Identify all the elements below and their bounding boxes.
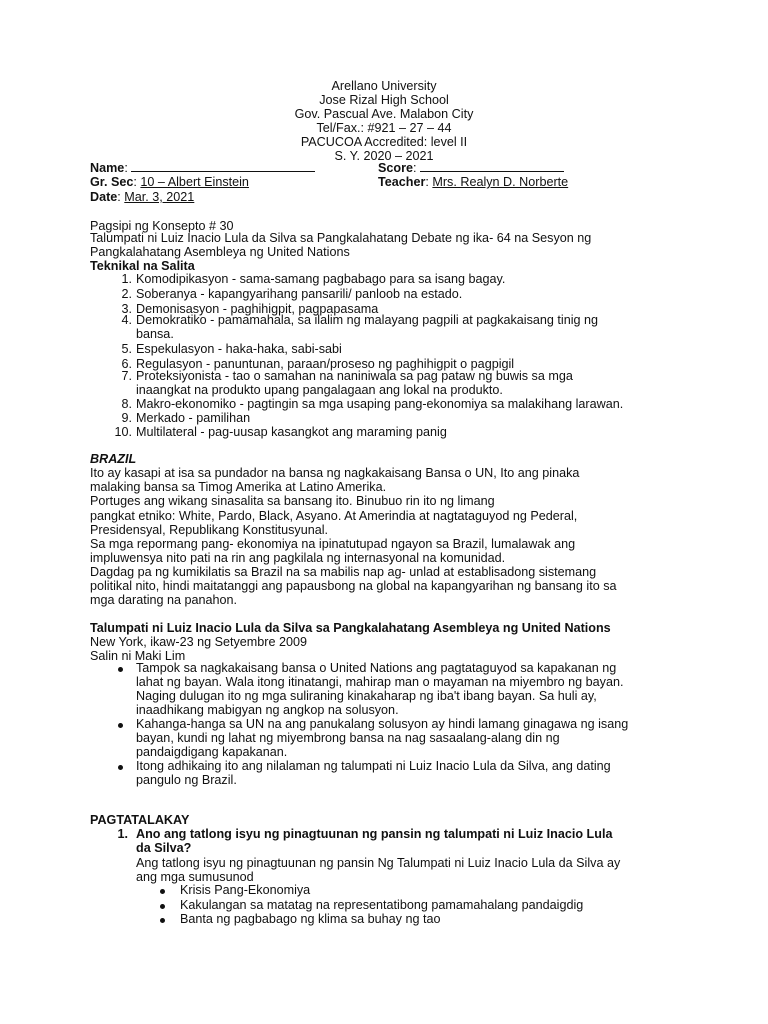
vocab-number: 4. [121, 313, 132, 327]
school-address: Gov. Pascual Ave. Malabon City [294, 107, 474, 121]
vocab-item-cont: inaangkat na produkto upang pangalagaan ang lokal na produkto. [136, 383, 503, 397]
grsec-field: Gr. Sec: 10 – Albert Einstein [90, 175, 249, 189]
vocab-item: Regulasyon - panuntunan, paraan/proseso ng paghihigpit o pagpigil [136, 357, 515, 371]
answer-line: Ang tatlong isyu ng pinagtuunan ng pansin Ng Talumpati ni Luiz Inacio Lula da Silva ay [136, 856, 621, 870]
vocab-item: Proteksiyonista - tao o samahan na naniniwala sa pag pataw ng buwis sa mga [136, 369, 573, 383]
speech-bullet-line: pandaigdigang kapakanan. [136, 745, 288, 759]
vocab-item: Soberanya - kapangyarihang pansarili/ panloob na estado. [136, 287, 463, 301]
brazil-text-line: Ito ay kasapi at isa sa pundador na bansa ng nagkakaisang Bansa o UN, Ito ang pinaka [90, 466, 580, 480]
vocab-item: Demokratiko - pamamahala, sa ilalim ng malayang pagpili at pagkakaisang tinig ng [136, 313, 599, 327]
brazil-text-line: impluwensya nito pati na rin ang pagkilala ng internasyonal na komunidad. [90, 551, 506, 565]
vocab-number: 1. [121, 272, 132, 286]
name-blank [131, 160, 315, 172]
speech-bullet-line: bayan, kundi ng lahat ng miyembrong bansa na nag sasaalang-alang din ng [136, 731, 560, 745]
brazil-text-line: Presidensyal, Republikang Konstitusyunal. [90, 523, 329, 537]
name-field: Name: [90, 160, 315, 176]
speech-bullet-line: lahat ng bayan. Wala itong itinatangi, mahirap man o mayaman na miyembro ng bayan. [136, 675, 624, 689]
brazil-heading: BRAZIL [90, 452, 137, 466]
brazil-text-line: mga darating na panahon. [90, 593, 238, 607]
answer-bullet: Krisis Pang-Ekonomiya [180, 883, 311, 897]
name-label: Name [90, 161, 125, 175]
vocab-number: 7. [121, 369, 132, 383]
bullet-icon [118, 667, 123, 672]
date-label: Date [90, 190, 118, 204]
brazil-text-line: Sa mga repormang pang- ekonomiya na ipinatutupad ngayon sa Brazil, lumalawak ang [90, 537, 576, 551]
answer-bullet: Banta ng pagbabago ng klima sa buhay ng tao [180, 912, 441, 926]
question-line: da Silva? [136, 841, 192, 855]
vocab-number: 3. [121, 302, 132, 316]
document-title-line1: Talumpati ni Luiz Inacio Lula da Silva sa Pangkalahatang Debate ng ika- 64 na Sesyon ng [90, 231, 592, 245]
school-year: S. Y. 2020 – 2021 [334, 149, 434, 163]
vocab-number: 5. [121, 342, 132, 356]
speech-bullet-line: Naging dulugan ito ng mga suliraning kinakaharap ng iba't ibang bayan. Sa huli ay, [136, 689, 597, 703]
document-title-line2: Pangkalahatang Asembleya ng United Nations [90, 245, 350, 259]
vocab-item: Demonisasyon - paghihigpit, pagpapasama [136, 302, 379, 316]
vocab-item: Komodipikasyon - sama-samang pagbabago para sa isang bagay. [136, 272, 506, 286]
speech-bullet-line: Itong adhikaing ito ang nilalaman ng talumpati ni Luiz Inacio Lula da Silva, ang dating [136, 759, 611, 773]
vocab-item-cont: bansa. [136, 327, 174, 341]
date-value: Mar. 3, 2021 [124, 190, 195, 204]
vocab-item: Multilateral - pag-uusap kasangkot ang maraming panig [136, 425, 447, 439]
bullet-icon [160, 904, 165, 909]
discussion-heading: PAGTATALAKAY [90, 813, 190, 827]
brazil-text-line: malaking bansa sa Timog Amerika at Latino Amerika. [90, 480, 387, 494]
grsec-label: Gr. Sec [90, 175, 134, 189]
vocab-item: Espekulasyon - haka-haka, sabi-sabi [136, 342, 342, 356]
vocab-number: 9. [121, 411, 132, 425]
question-line: Ano ang tatlong isyu ng pinagtuunan ng pansin ng talumpati ni Luiz Inacio Lula [136, 827, 613, 841]
speech-bullet-line: inaadhikang mabigyan ng angkop na solusyon. [136, 703, 399, 717]
speech-heading: Talumpati ni Luiz Inacio Lula da Silva sa Pangkalahatang Asembleya ng United Nations [90, 621, 611, 635]
speech-bullet-line: Tampok sa nagkakaisang bansa o United Nations ang pagtataguyod sa kapakanan ng [136, 661, 617, 675]
brazil-text-line: Portuges ang wikang sinasalita sa bansang ito. Binubuo rin ito ng limang [90, 494, 495, 508]
grsec-value: 10 – Albert Einstein [140, 175, 249, 189]
concept-number: Pagsipi ng Konsepto # 30 [90, 219, 234, 233]
vocab-number: 2. [121, 287, 132, 301]
vocab-item: Merkado - pamilihan [136, 411, 251, 425]
score-blank [420, 160, 564, 172]
teacher-field: Teacher: Mrs. Realyn D. Norberte [378, 175, 569, 189]
school-telfax: Tel/Fax.: #921 – 27 – 44 [316, 121, 452, 135]
brazil-text-line: Dagdag pa ng kumikilatis sa Brazil na sa mabilis nap ag- unlad at establisadong sistemang [90, 565, 597, 579]
vocab-number: 10. [114, 425, 132, 439]
score-label: Score [378, 161, 414, 175]
vocab-number: 6. [121, 357, 132, 371]
teacher-value: Mrs. Realyn D. Norberte [432, 175, 569, 189]
date-field: Date: Mar. 3, 2021 [90, 190, 195, 204]
score-field: Score: [378, 160, 564, 176]
vocab-heading: Teknikal na Salita [90, 259, 195, 273]
accreditation: PACUCOA Accredited: level II [300, 135, 468, 149]
school-name: Arellano University [331, 79, 437, 93]
speech-bullet-line: Kahanga-hanga sa UN na ang panukalang solusyon ay hindi lamang ginagawa ng isang [136, 717, 629, 731]
vocab-item: Makro-ekonomiko - pagtingin sa mga usaping pang-ekonomiya sa malakihang larawan. [136, 397, 624, 411]
school-subname: Jose Rizal High School [319, 93, 449, 107]
bullet-icon [118, 765, 123, 770]
speech-translator: Salin ni Maki Lim [90, 649, 186, 663]
answer-bullet: Kakulangan sa matatag na representatibong pamamahalang pandaigdig [180, 898, 584, 912]
bullet-icon [160, 889, 165, 894]
vocab-number: 8. [121, 397, 132, 411]
brazil-text-line: pangkat etniko: White, Pardo, Black, Asyano. At Amerindia at nagtataguyod ng Pederal, [90, 509, 578, 523]
brazil-text-line: politikal nito, hindi maitatanggi ang papausbong na global na kapangyarihan ng bansang ito sa [90, 579, 617, 593]
question-number: 1. [117, 827, 128, 841]
speech-place-date: New York, ikaw-23 ng Setyembre 2009 [90, 635, 308, 649]
teacher-label: Teacher [378, 175, 426, 189]
bullet-icon [160, 918, 165, 923]
bullet-icon [118, 723, 123, 728]
speech-bullet-line: pangulo ng Brazil. [136, 773, 237, 787]
answer-line: ang mga sumusunod [136, 870, 254, 884]
